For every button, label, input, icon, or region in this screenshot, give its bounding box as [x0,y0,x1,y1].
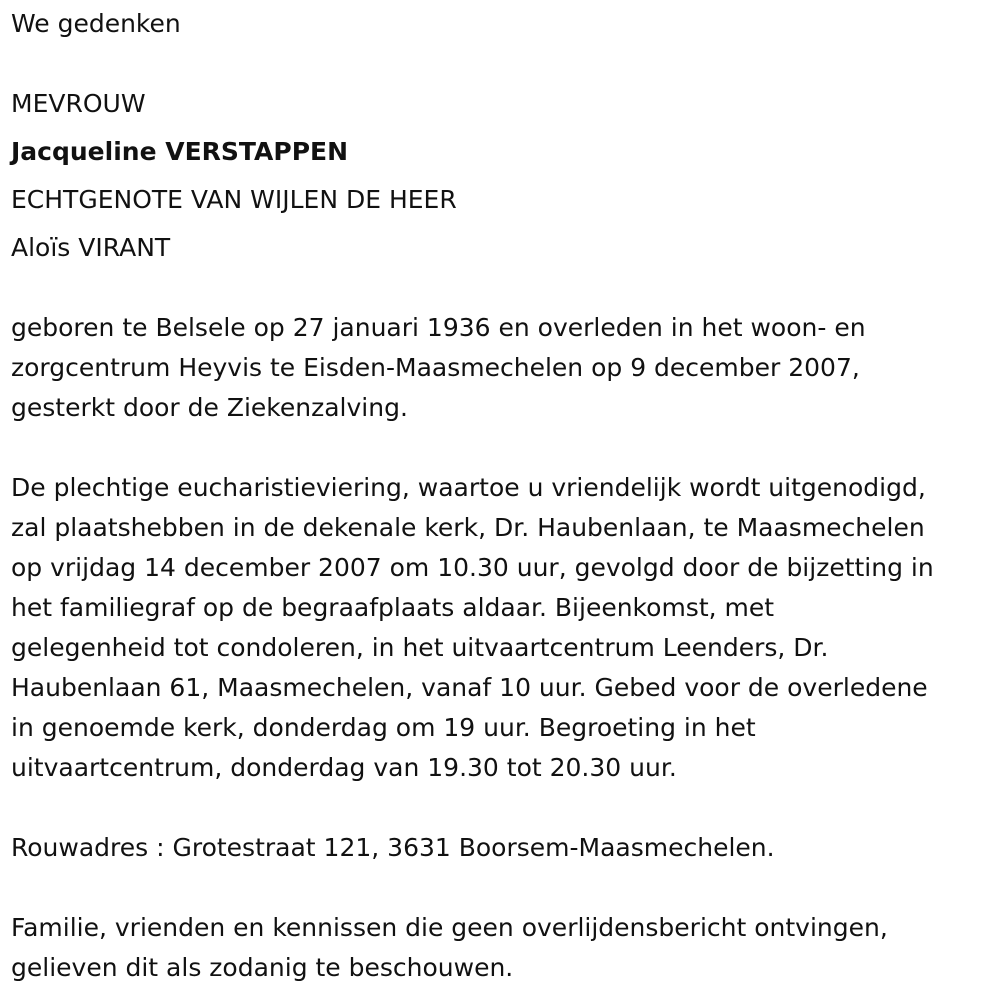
closing-paragraph: Familie, vrienden en kennissen die geen overlijdensbericht ontvingen, gelieven dit als zodanig te beschouwen. [11,913,888,982]
ceremony-paragraph: De plechtige eucharistieviering, waartoe u vriendelijk wordt uitgenodigd, zal plaatshebben in de dekenale kerk, Dr. Haubenlaan, te Maasmechelen op vrijdag 14 december 2007 om 10.30 uur, gevolgd door de bijzetting in het familiegraf op de begraafplaats aldaar. Bijeenkomst, met gelegenheid tot condoleren, in het uitvaartcentrum Leenders, Dr. Haubenlaan 61, Maasmechelen, vanaf 10 uur. Gebed voor de overledene in genoemde kerk, donderdag om 19 uur. Begroeting in het uitvaartcentrum, donderdag van 19.30 tot 20.30 uur. [11,473,934,782]
spouse-name: Aloïs VIRANT [11,233,171,262]
heading: We gedenken [11,9,181,38]
title-prefix: MEVROUW [11,89,146,118]
relation-label: ECHTGENOTE VAN WIJLEN DE HEER [11,185,457,214]
address-line: Rouwadres : Grotestraat 121, 3631 Boorsem-Maasmechelen. [11,833,775,862]
birth-death-paragraph: geboren te Belsele op 27 januari 1936 en overleden in het woon- en zorgcentrum Heyvis te Eisden-Maasmechelen op 9 december 2007, gesterkt door de Ziekenzalving. [11,313,866,422]
deceased-name: Jacqueline VERSTAPPEN [11,137,349,166]
